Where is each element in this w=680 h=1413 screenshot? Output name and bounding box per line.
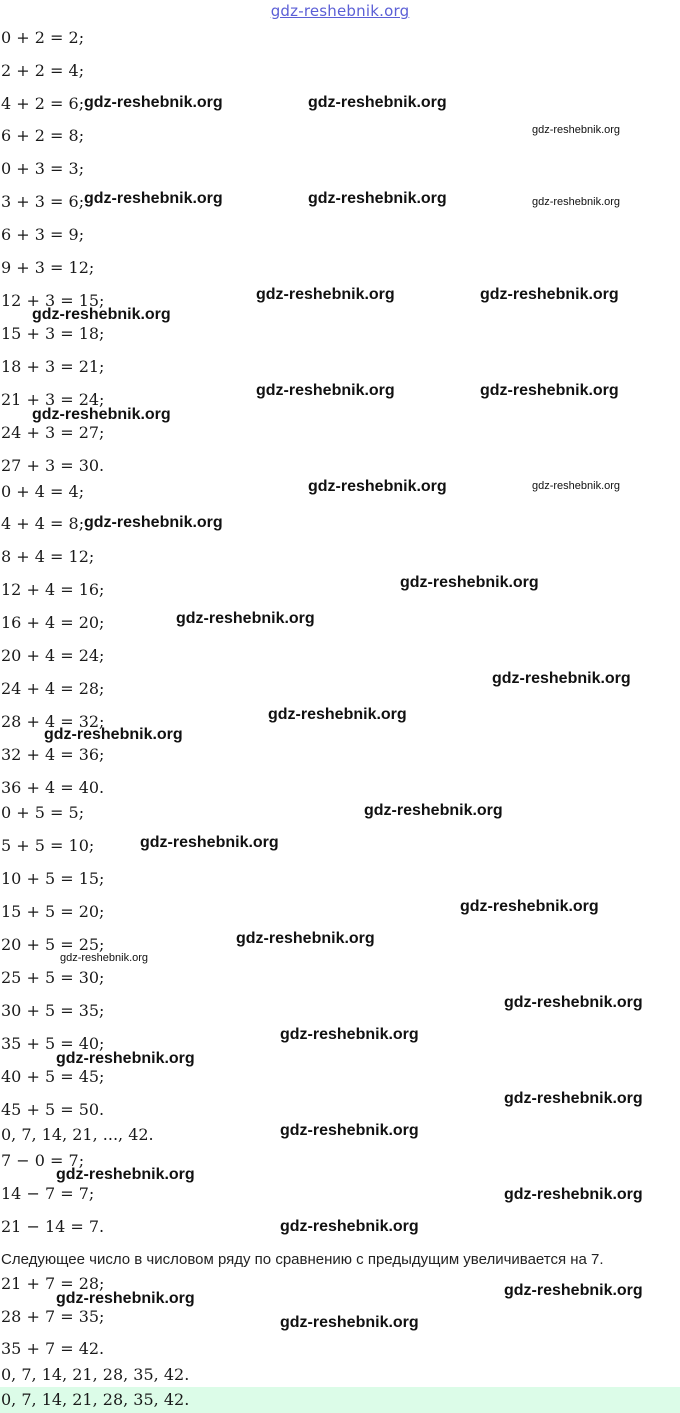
watermark: gdz-reshebnik.org <box>256 286 395 303</box>
watermark: gdz-reshebnik.org <box>532 124 621 136</box>
equation-line: 12 + 3 = 15; <box>1 291 105 310</box>
equation-line: 14 − 7 = 7; <box>1 1184 95 1203</box>
watermark: gdz-reshebnik.org <box>56 1050 195 1067</box>
watermark: gdz-reshebnik.org <box>256 382 395 399</box>
equation-line: 30 + 5 = 35; <box>1 1001 105 1020</box>
equation-line: 21 + 7 = 28; <box>1 1274 105 1293</box>
equation-line: 45 + 5 = 50. <box>1 1100 105 1119</box>
watermark: gdz-reshebnik.org <box>460 898 599 915</box>
watermark: gdz-reshebnik.org <box>492 670 631 687</box>
equation-line: 21 + 3 = 24; <box>1 390 105 409</box>
watermark: gdz-reshebnik.org <box>400 574 539 591</box>
equation-line: 4 + 4 = 8; <box>1 514 85 533</box>
watermark: gdz-reshebnik.org <box>236 930 375 947</box>
equation-line: 10 + 5 = 15; <box>1 869 105 888</box>
equation-line: 6 + 2 = 8; <box>1 126 85 145</box>
watermark: gdz-reshebnik.org <box>176 610 315 627</box>
watermark: gdz-reshebnik.org <box>32 406 171 423</box>
sequence-line: 0, 7, 14, 21, ..., 42. <box>1 1125 154 1144</box>
equation-line: 36 + 4 = 40. <box>1 778 105 797</box>
watermark: gdz-reshebnik.org <box>280 1026 419 1043</box>
equation-line: 5 + 5 = 10; <box>1 836 95 855</box>
equation-line: 6 + 3 = 9; <box>1 225 85 244</box>
equation-line: 40 + 5 = 45; <box>1 1067 105 1086</box>
equation-line: 16 + 4 = 20; <box>1 613 105 632</box>
equation-line: 35 + 7 = 42. <box>1 1339 105 1358</box>
equation-line: 20 + 4 = 24; <box>1 646 105 665</box>
watermark: gdz-reshebnik.org <box>504 994 643 1011</box>
watermark: gdz-reshebnik.org <box>364 802 503 819</box>
equation-line: 9 + 3 = 12; <box>1 258 95 277</box>
equation-line: 0 + 4 = 4; <box>1 482 85 501</box>
watermark: gdz-reshebnik.org <box>504 1282 643 1299</box>
watermark: gdz-reshebnik.org <box>280 1122 419 1139</box>
watermark: gdz-reshebnik.org <box>84 514 223 531</box>
equation-line: 28 + 7 = 35; <box>1 1307 105 1326</box>
watermark: gdz-reshebnik.org <box>268 706 407 723</box>
watermark: gdz-reshebnik.org <box>32 306 171 323</box>
equation-line: 7 − 0 = 7; <box>1 1151 85 1170</box>
equation-line: 35 + 5 = 40; <box>1 1034 105 1053</box>
watermark: gdz-reshebnik.org <box>280 1314 419 1331</box>
equation-line: 21 − 14 = 7. <box>1 1217 105 1236</box>
equation-line: 15 + 5 = 20; <box>1 902 105 921</box>
equation-line: 27 + 3 = 30. <box>1 456 105 475</box>
equation-line: 24 + 4 = 28; <box>1 679 105 698</box>
equation-line: 24 + 3 = 27; <box>1 423 105 442</box>
equation-line: 20 + 5 = 25; <box>1 935 105 954</box>
header-watermark: gdz-reshebnik.org <box>270 2 410 20</box>
answer-line: 0, 7, 14, 21, 28, 35, 42. <box>1 1390 190 1409</box>
equation-line: 2 + 2 = 4; <box>1 61 85 80</box>
watermark: gdz-reshebnik.org <box>56 1166 195 1183</box>
watermark: gdz-reshebnik.org <box>308 190 447 207</box>
equation-line: 0 + 2 = 2; <box>1 28 85 47</box>
sequence-line: 0, 7, 14, 21, 28, 35, 42. <box>1 1365 190 1384</box>
watermark: gdz-reshebnik.org <box>480 382 619 399</box>
equation-line: 0 + 3 = 3; <box>1 159 85 178</box>
watermark: gdz-reshebnik.org <box>532 196 621 208</box>
watermark: gdz-reshebnik.org <box>60 952 149 964</box>
equation-line: 8 + 4 = 12; <box>1 547 95 566</box>
equation-line: 4 + 2 = 6; <box>1 94 85 113</box>
equation-line: 15 + 3 = 18; <box>1 324 105 343</box>
watermark: gdz-reshebnik.org <box>308 94 447 111</box>
watermark: gdz-reshebnik.org <box>84 190 223 207</box>
watermark: gdz-reshebnik.org <box>140 834 279 851</box>
equation-line: 25 + 5 = 30; <box>1 968 105 987</box>
watermark: gdz-reshebnik.org <box>480 286 619 303</box>
explanation-text: Следующее число в числовом ряду по сравнению с предыдущим увеличивается на 7. <box>1 1251 604 1268</box>
equation-line: 3 + 3 = 6; <box>1 192 85 211</box>
watermark: gdz-reshebnik.org <box>44 726 183 743</box>
equation-line: 28 + 4 = 32; <box>1 712 105 731</box>
equation-line: 12 + 4 = 16; <box>1 580 105 599</box>
watermark: gdz-reshebnik.org <box>504 1090 643 1107</box>
watermark: gdz-reshebnik.org <box>84 94 223 111</box>
equation-line: 18 + 3 = 21; <box>1 357 105 376</box>
equation-line: 0 + 5 = 5; <box>1 803 85 822</box>
watermark: gdz-reshebnik.org <box>504 1186 643 1203</box>
watermark: gdz-reshebnik.org <box>308 478 447 495</box>
watermark: gdz-reshebnik.org <box>56 1290 195 1307</box>
watermark: gdz-reshebnik.org <box>280 1218 419 1235</box>
equation-line: 32 + 4 = 36; <box>1 745 105 764</box>
watermark: gdz-reshebnik.org <box>532 480 621 492</box>
